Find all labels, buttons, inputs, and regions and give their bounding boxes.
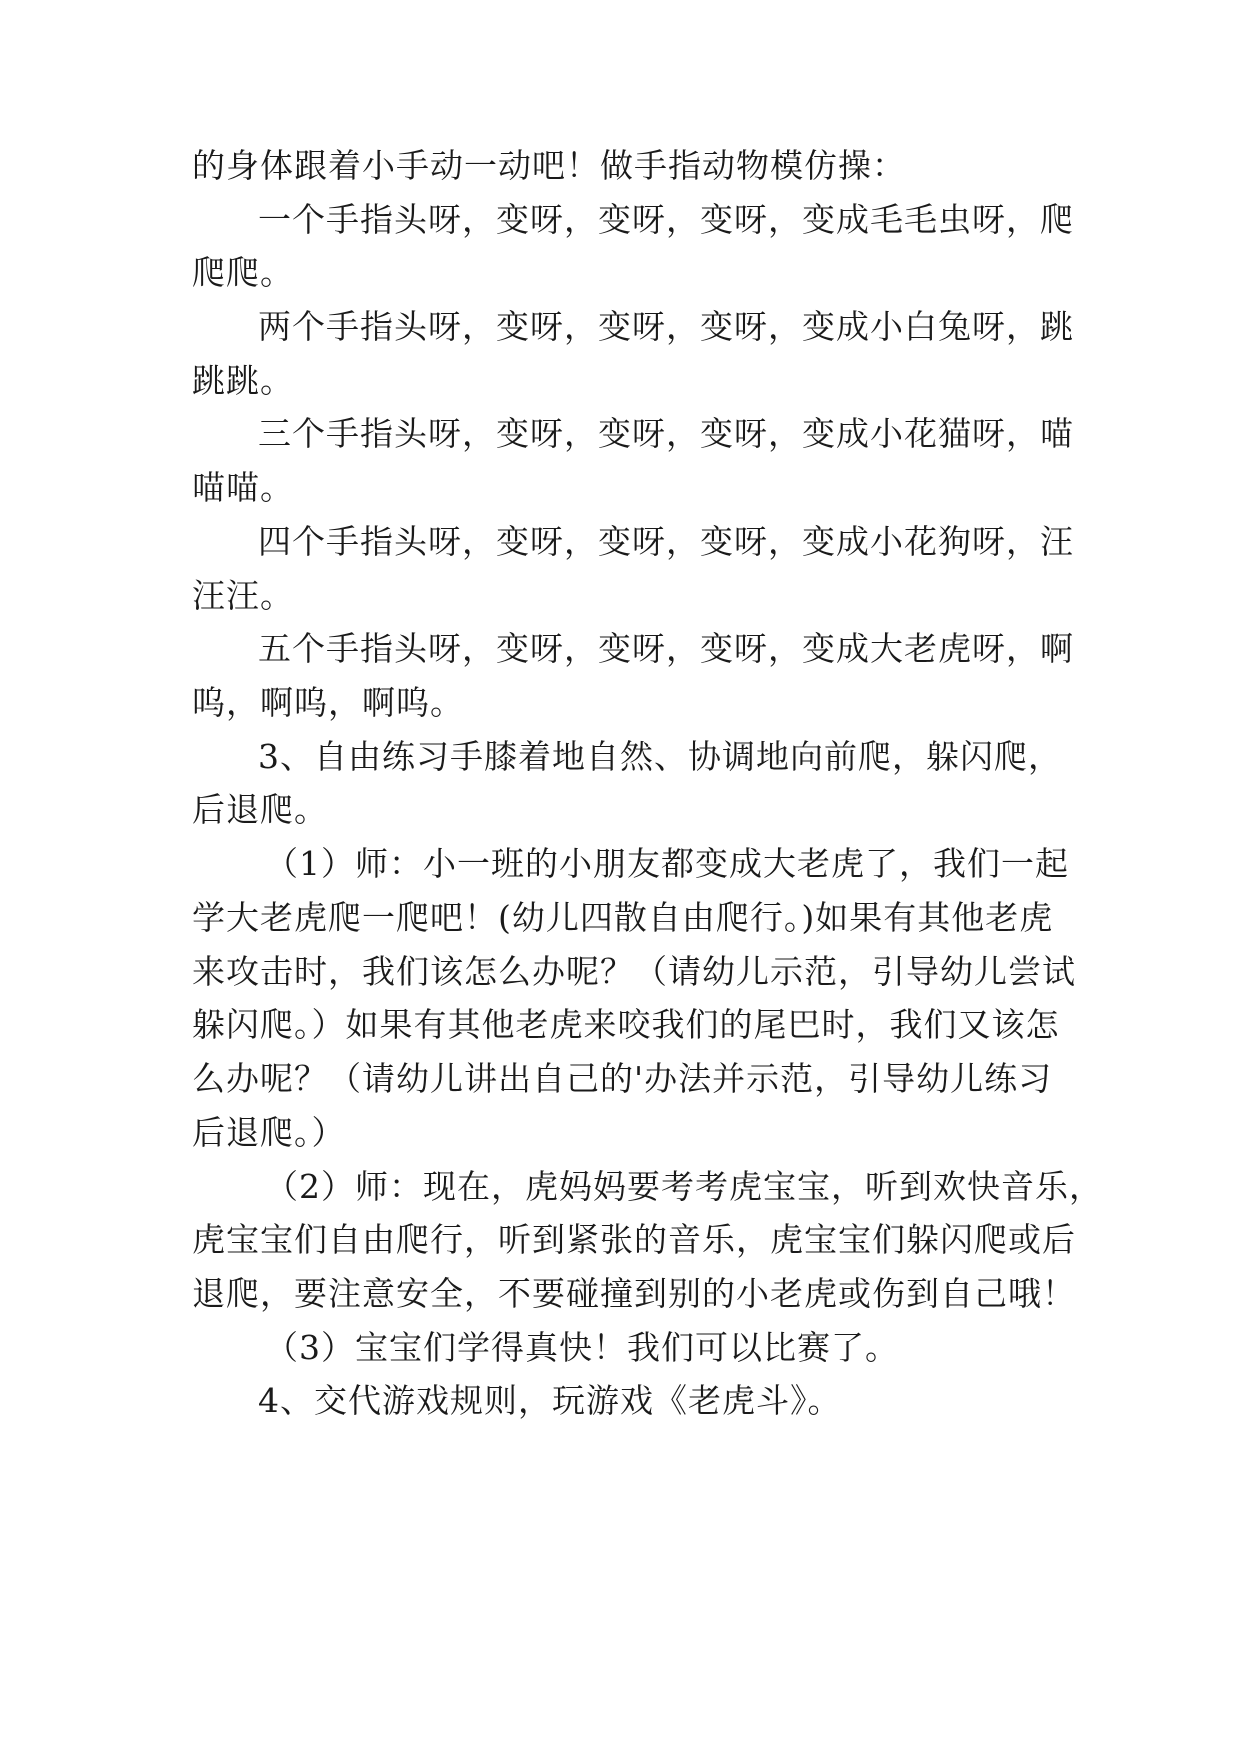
text-line: （3）宝宝们学得真快！我们可以比赛了。 (265, 1328, 899, 1367)
text-line: （2）师：现在，虎妈妈要考考虎宝宝，听到欢快音乐， (265, 1167, 1103, 1206)
text-line: 四个手指头呀，变呀，变呀，变呀，变成小花狗呀，汪 (258, 522, 1074, 561)
text-line: 后退爬。） (192, 1113, 346, 1152)
text-line: 两个手指头呀，变呀，变呀，变呀，变成小白兔呀，跳 (258, 307, 1074, 346)
text-line: 跳跳。 (192, 361, 294, 400)
text-line: 后退爬。 (192, 790, 328, 829)
text-line: 汪汪。 (192, 576, 294, 615)
text-line: 的身体跟着小手动一动吧！做手指动物模仿操： (192, 146, 906, 185)
text-line: 4、交代游戏规则，玩游戏《老虎斗》。 (258, 1381, 842, 1420)
text-line: 么办呢？（请幼儿讲出自己的'办法并示范，引导幼儿练习 (192, 1059, 1053, 1098)
text-line: 3、自由练习手膝着地自然、协调地向前爬，躲闪爬， (258, 737, 1062, 776)
text-line: 爬爬。 (192, 253, 294, 292)
text-line: 来攻击时，我们该怎么办呢？（请幼儿示范，引导幼儿尝试 (192, 952, 1076, 991)
text-line: 三个手指头呀，变呀，变呀，变呀，变成小花猫呀，喵 (258, 414, 1074, 453)
text-line: 虎宝宝们自由爬行，听到紧张的音乐，虎宝宝们躲闪爬或后 (192, 1220, 1076, 1259)
text-line: 退爬，要注意安全，不要碰撞到别的小老虎或伤到自己哦！ (192, 1274, 1076, 1313)
text-line: 躲闪爬。）如果有其他老虎来咬我们的尾巴时，我们又该怎 (192, 1005, 1060, 1044)
text-line: 喵喵。 (192, 468, 294, 507)
text-line: 呜，啊呜，啊呜。 (192, 683, 464, 722)
text-line: 五个手指头呀，变呀，变呀，变呀，变成大老虎呀，啊 (258, 629, 1074, 668)
text-line: 一个手指头呀，变呀，变呀，变呀，变成毛毛虫呀，爬 (258, 200, 1074, 239)
text-line: （1）师：小一班的小朋友都变成大老虎了，我们一起 (265, 844, 1069, 883)
text-line: 学大老虎爬一爬吧！(幼儿四散自由爬行。)如果有其他老虎 (192, 898, 1054, 937)
